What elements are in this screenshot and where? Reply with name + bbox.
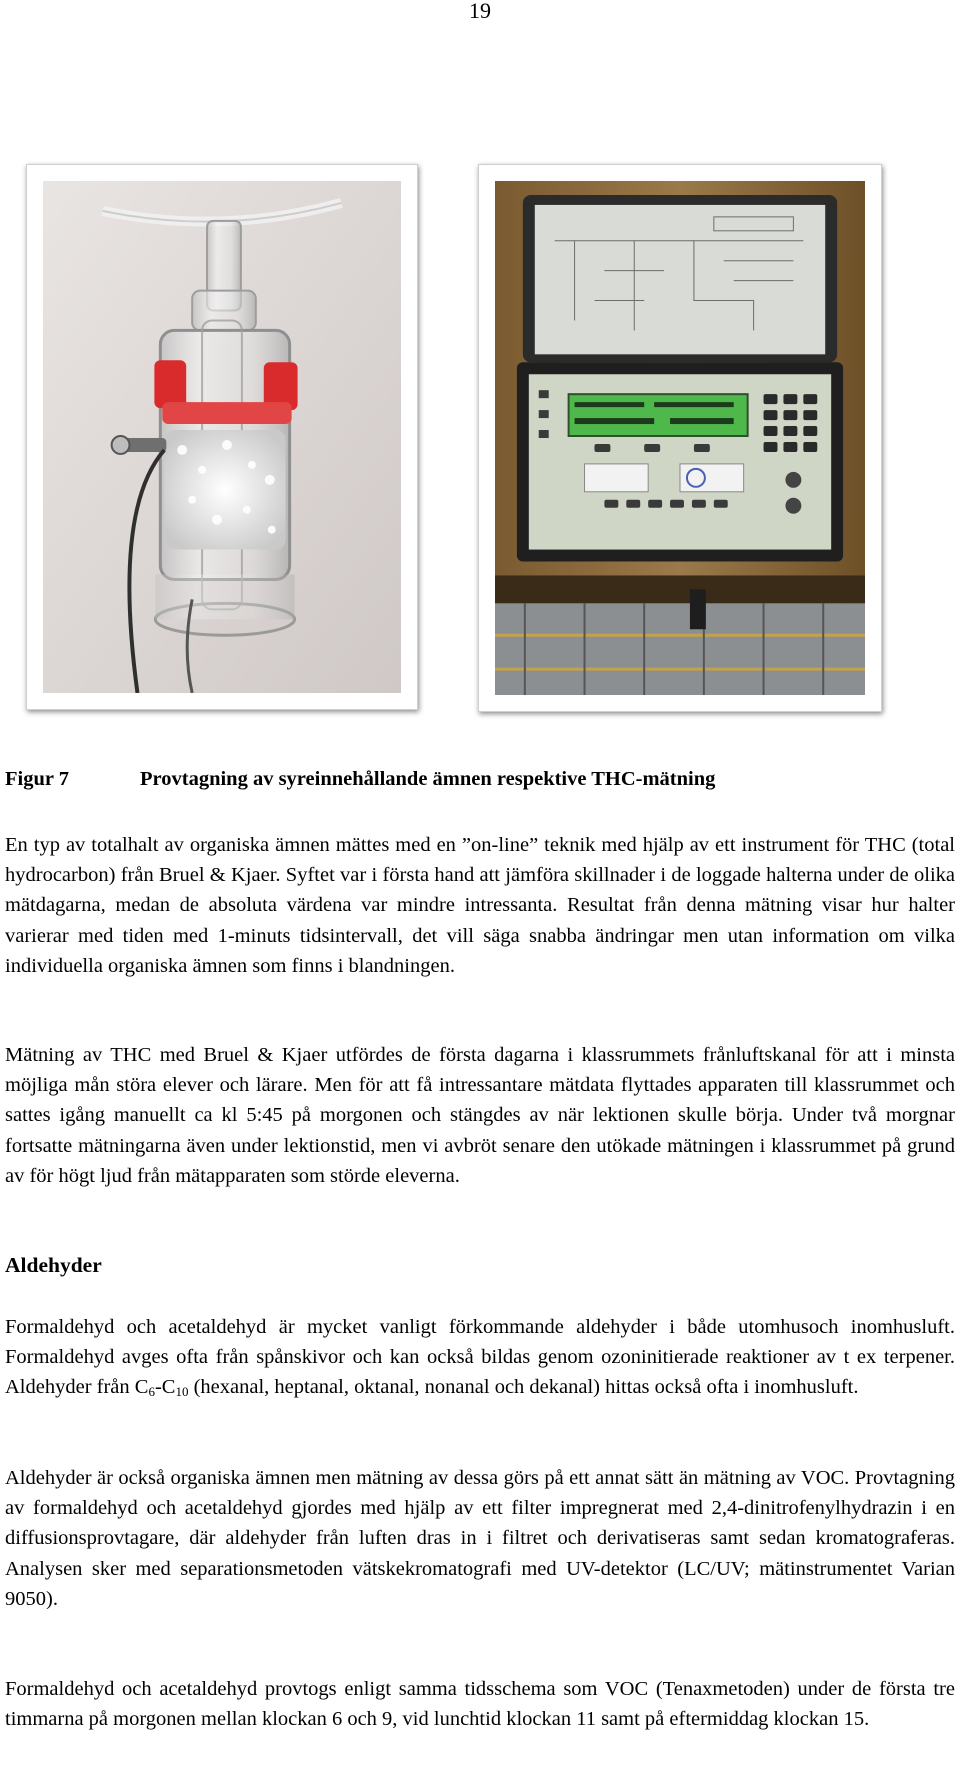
red-clip-left [154,360,186,408]
panel-sticker-right [680,464,744,492]
text-part: -C [154,1376,176,1399]
figure-label: Figur 7 [5,768,69,790]
instrument-illustration [495,181,865,695]
text-part: Formaldehyd och acetaldehyd är mycket vanligt förkommande aldehyder i både utomhusoch inomhusluft. Formaldehyd avges ofta från spånskivor och kan också bildas genom ozoninitierade reaktioner av t ex terpener. Aldehyder från C [5,1316,955,1399]
paragraph-text: Formaldehyd och acetaldehyd provtogs enligt samma tidsschema som VOC (Tenaxmetoden) under de första tre timmarna på morgonen mellan klockan 6 och 9, vid lunchtid klockan 11 samt på eftermiddag klockan 15. [5,1678,955,1731]
figure-caption [5,768,715,791]
section-heading-aldehyder: Aldehyder [5,1253,102,1277]
paragraph-thc-measurement [5,1040,955,1191]
text-part: (hexanal, heptanal, oktanal, nonanal och dekanal) hittas också ofta i inomhusluft. [188,1376,859,1399]
sampler-illustration [43,181,401,693]
paragraph-aldehyde-method [5,1463,955,1614]
lid-schematic-panel [535,205,825,354]
lcd-display [569,394,748,436]
photo-thc-instrument [478,164,882,712]
page-number: 19 [469,0,491,23]
paragraph-text: Mätning av THC med Bruel & Kjaer utfördes de första dagarna i klassrummets frånluftskanal för att i minsta möjliga mån störa elever och lärare. Men för att få intressantare mätdata flyttades apparaten till klassrummet och sattes igång manuellt ca kl 5:45 på morgonen och stängdes av när lektionen skulle börja. Under två morgnar fortsatte mätningarna även under lektionstid, men vi avbröt senare den utökade mätningen i klassrummet på grund av för högt ljud från mätapparaten som störde eleverna. [5,1044,955,1187]
subscript: 10 [175,1384,189,1400]
paragraph-thc-intro [5,830,955,981]
paragraph-aldehyde-schedule [5,1674,955,1734]
paragraph-text: Aldehyder är också organiska ämnen men mätning av dessa görs på ett annat sätt än mätning av VOC. Provtagning av formaldehyd och acetaldehyd gjordes med hjälp av ett filter impregnerat med 2,4-dinitrofenylhydrazin i en diffusionsprovtagare, där aldehyder från luften dras in i filtret och derivatiseras samt sedan kromatograferas. Analysen sker med separationsmetoden vätskekromatografi med UV-detektor (LC/UV; mätinstrumentet Varian 9050). [5,1467,955,1610]
paragraph-text: En typ av totalhalt av organiska ämnen mättes med en ”on-line” teknik med hjälp av ett instrument för THC (total hydrocarbon) från Bruel & Kjaer. Syftet var i första hand att jämföra skillnader i de loggade halterna under de olika mätdagarna, medan de absoluta värdena var mindre intressanta. Resultat från denna mätning visar hur halter varierar med tiden med 1-minuts tidsintervall, det vill säga snabba ändringar men utan information om vilka individuella organiska ämnen som finns i blandningen. [5,834,955,977]
bench [495,603,865,695]
photo-sampler [26,164,418,710]
subscript: 6 [148,1384,155,1400]
figure-caption-text: Provtagning av syreinnehållande ämnen respektive THC-mätning [140,768,716,790]
paragraph-text [5,1312,955,1403]
panel-sticker-left [585,464,649,492]
paragraph-aldehyde-sources [5,1312,955,1403]
